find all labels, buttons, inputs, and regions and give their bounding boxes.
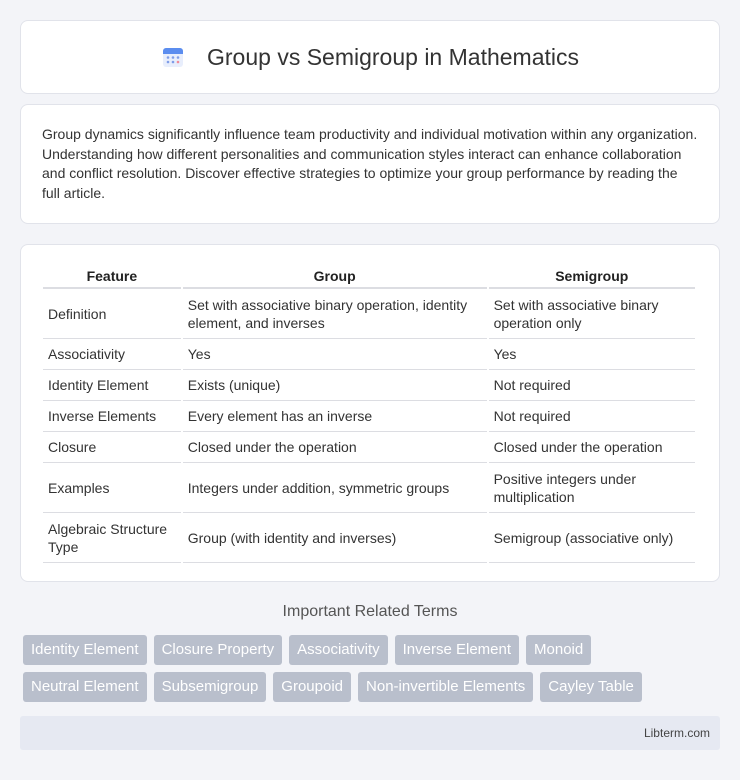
tag-non-invertible-elements[interactable]: Non-invertible Elements xyxy=(358,672,533,702)
table-cell: Integers under addition, symmetric groups xyxy=(183,463,487,513)
tag-inverse-element[interactable]: Inverse Element xyxy=(395,635,519,665)
table-row xyxy=(43,401,695,432)
table-cell: Not required xyxy=(489,370,695,401)
footer-link[interactable]: Libterm.com xyxy=(643,726,710,740)
comparison-table xyxy=(41,267,697,563)
footer xyxy=(20,716,720,750)
table-cell: Every element has an inverse xyxy=(183,401,487,432)
table-cell: Identity Element xyxy=(43,370,181,401)
related-terms-tags xyxy=(23,635,723,709)
table-cell: Closed under the operation xyxy=(183,432,487,463)
page-title: Group vs Semigroup in Mathematics xyxy=(207,43,579,70)
tag-monoid[interactable]: Monoid xyxy=(526,635,591,665)
intro-card xyxy=(20,104,720,224)
header-semigroup: Semigroup xyxy=(489,267,695,289)
table-cell: Closure xyxy=(43,432,181,463)
table-row xyxy=(43,513,695,563)
table-cell: Algebraic Structure Type xyxy=(43,513,181,563)
table-cell: Positive integers under multiplication xyxy=(489,463,695,513)
tag-row xyxy=(23,635,723,665)
header-feature: Feature xyxy=(43,267,181,289)
tag-identity-element[interactable]: Identity Element xyxy=(23,635,147,665)
table-cell: Set with associative binary operation only xyxy=(489,289,695,339)
table-cell: Closed under the operation xyxy=(489,432,695,463)
calendar-icon xyxy=(161,45,185,69)
table-row xyxy=(43,463,695,513)
table-row xyxy=(43,289,695,339)
tag-associativity[interactable]: Associativity xyxy=(289,635,388,665)
table-header-row xyxy=(43,267,695,289)
tag-cayley-table[interactable]: Cayley Table xyxy=(540,672,642,702)
table-cell: Group (with identity and inverses) xyxy=(183,513,487,563)
tag-neutral-element[interactable]: Neutral Element xyxy=(23,672,147,702)
table-cell: Set with associative binary operation, identity element, and inverses xyxy=(183,289,487,339)
table-cell: Examples xyxy=(43,463,181,513)
table-cell: Exists (unique) xyxy=(183,370,487,401)
tag-subsemigroup[interactable]: Subsemigroup xyxy=(154,672,267,702)
table-cell: Yes xyxy=(489,339,695,370)
table-cell: Inverse Elements xyxy=(43,401,181,432)
table-row xyxy=(43,370,695,401)
intro-text: Group dynamics significantly influence team productivity and individual motivation within any organization. Understanding how different personalities and communication styles interact can enhance collaboration and conflict resolution. Discover effective strategies to optimize your group performance by reading the full article. xyxy=(42,126,698,201)
comparison-table-card xyxy=(20,244,720,582)
tag-groupoid[interactable]: Groupoid xyxy=(273,672,351,702)
related-terms-title: Important Related Terms xyxy=(282,603,458,620)
header-card xyxy=(20,20,720,94)
tag-closure-property[interactable]: Closure Property xyxy=(154,635,283,665)
table-cell: Not required xyxy=(489,401,695,432)
table-cell: Definition xyxy=(43,289,181,339)
table-row xyxy=(43,339,695,370)
table-cell: Semigroup (associative only) xyxy=(489,513,695,563)
header-group: Group xyxy=(183,267,487,289)
table-cell: Yes xyxy=(183,339,487,370)
table-row xyxy=(43,432,695,463)
table-cell: Associativity xyxy=(43,339,181,370)
tag-row xyxy=(23,672,723,702)
